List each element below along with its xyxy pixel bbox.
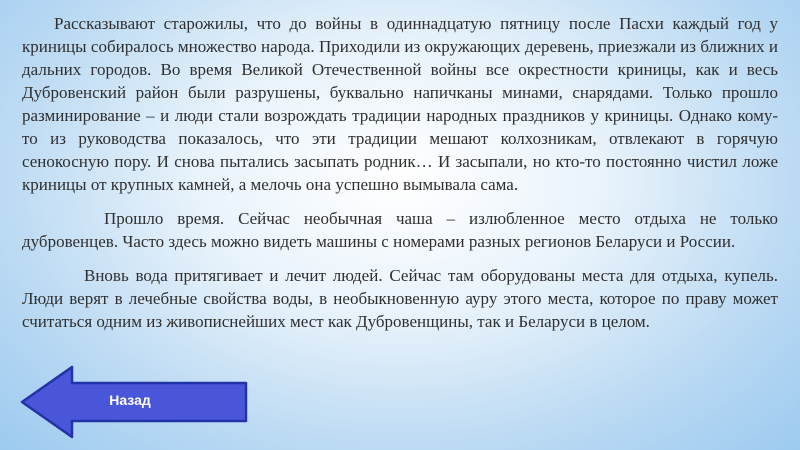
paragraph-present: Прошло время. Сейчас необычная чаша – излюбленное место отдыха не только дубровенцев. Часто здесь можно видеть машины с номерами разных регионов Беларуси и России. bbox=[22, 209, 778, 251]
back-button-label: Назад bbox=[109, 392, 151, 408]
paragraph-healing: Вновь вода притягивает и лечит людей. Сейчас там оборудованы места для отдыха, купель. Люди верят в лечебные свойства воды, в необыкновенную ауру этого места, которое по праву может считаться одним из живописнейших мест как Дубровенщины, так и Беларуси в целом. bbox=[22, 266, 778, 331]
text-content bbox=[22, 12, 778, 333]
back-button[interactable] bbox=[20, 365, 250, 439]
paragraph-history: Рассказывают старожилы, что до войны в одиннадцатую пятницу после Пасхи каждый год у криницы собиралось множество народа. Приходили из окружающих деревень, приезжали из ближних и дальних городов. Во время Великой Отечественной войны все окрестности криницы, как и весь Дубровенский район были разрушены, буквально напичканы минами, снарядами. Только прошло разминирование – и люди стали возрождать традиции народных праздников у криницы. Однако кому-то из руководства показалось, что эти традиции мешают колхозникам, отвлекают в горячую сенокосную пору. И снова пытались засыпать родник… И засыпали, но кто-то постоянно чистил ложе криницы от крупных камней, а мелочь она успешно вымывала сама. bbox=[22, 14, 778, 194]
